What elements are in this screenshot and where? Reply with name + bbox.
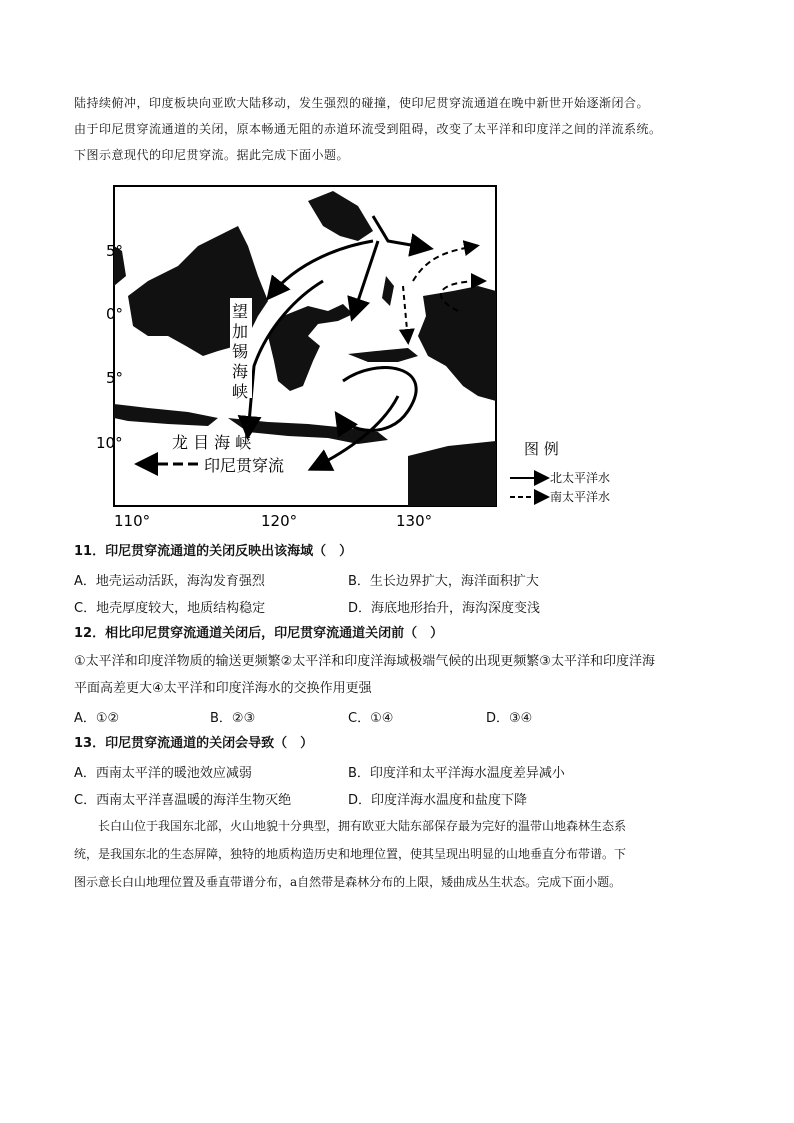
q11-option-d[interactable]: D．海底地形抬升，海沟深度变浅: [348, 601, 541, 616]
legend-south-pacific: 南太平洋水: [550, 490, 611, 504]
strait-char-3: 锡: [232, 342, 249, 361]
lon-label-130: 130°: [396, 512, 433, 530]
lat-label-5s: 5°: [106, 369, 124, 387]
lat-label-0: 0°: [106, 305, 124, 323]
q12-option-c[interactable]: C．①④: [348, 711, 394, 726]
q13-option-d[interactable]: D．印度洋海水温度和盐度下降: [348, 793, 528, 808]
lon-label-110: 110°: [114, 512, 151, 530]
q11-option-c[interactable]: C．地壳厚度较大，地质结构稳定: [74, 601, 266, 616]
lombok-strait-label: 龙 目 海 峡: [172, 433, 252, 452]
itf-label: 印尼贯穿流: [204, 456, 285, 475]
para2-line-2: 统，是我国东北的生态屏障，独特的地质构造历史和地理位置，使其呈现出明显的山地垂直分布带谱。下: [74, 847, 627, 861]
q11-stem: 11．印尼贯穿流通道的关闭反映出该海域（ ）: [74, 544, 353, 559]
intro-line-3: 下图示意现代的印尼贯穿流。据此完成下面小题。: [74, 148, 350, 162]
strait-char-5: 峡: [232, 382, 249, 401]
q11-option-b[interactable]: B．生长边界扩大，海洋面积扩大: [348, 574, 539, 589]
q13-option-b[interactable]: B．印度洋和太平洋海水温度差异减小: [348, 766, 565, 781]
q12-option-d[interactable]: D．③④: [486, 711, 533, 726]
legend-north-pacific: 北太平洋水: [550, 471, 611, 485]
q13-option-c[interactable]: C．西南太平洋喜温暖的海洋生物灭绝: [74, 793, 292, 808]
lat-label-5n: 5°: [106, 242, 124, 260]
intro-line-2: 由于印尼贯穿流通道的关闭，原本畅通无阻的赤道环流受到阻碍，改变了太平洋和印度洋之间的洋流系统。: [74, 122, 662, 136]
q11-option-a[interactable]: A．地壳运动活跃，海沟发育强烈: [74, 574, 265, 589]
q12-option-a[interactable]: A．①②: [74, 711, 120, 726]
strait-char-2: 加: [232, 322, 249, 341]
para2-line-3: 图示意长白山地理位置及垂直带谱分布，a自然带是森林分布的上限，矮曲成丛生状态。完成下面小题。: [74, 875, 622, 889]
intro-paragraph: [74, 90, 734, 168]
strait-char-4: 海: [232, 362, 249, 381]
q12-statement-line-2: 平面高差更大④太平洋和印度洋海水的交换作用更强: [74, 681, 372, 696]
legend-title: 图 例: [524, 440, 559, 458]
q12-stem: 12．相比印尼贯穿流通道关闭后，印尼贯穿流通道关闭前（ ）: [74, 626, 444, 641]
q12-statements: [74, 648, 734, 702]
para2-line-1: 长白山位于我国东北部，火山地貌十分典型，拥有欧亚大陆东部保存最为完好的温带山地森林生态系: [98, 819, 627, 833]
q12-statement-line-1: ①太平洋和印度洋物质的输送更频繁②太平洋和印度洋海域极端气候的出现更频繁③太平洋和印度洋海: [74, 654, 655, 669]
q13-stem: 13．印尼贯穿流通道的关闭会导致（ ）: [74, 736, 314, 751]
q13-option-a[interactable]: A．西南太平洋的暖池效应减弱: [74, 766, 252, 781]
changbai-paragraph: [74, 812, 724, 896]
intro-line-1: 陆持续俯冲，印度板块向亚欧大陆移动，发生强烈的碰撞，使印尼贯穿流通道在晚中新世开始逐渐闭合。: [74, 96, 650, 110]
q12-option-b[interactable]: B．②③: [210, 711, 256, 726]
itf-map-svg: [96, 186, 638, 530]
itf-map-figure: [96, 186, 638, 530]
strait-char-1: 望: [232, 302, 249, 321]
lat-label-10s: 10°: [96, 434, 123, 452]
lon-label-120: 120°: [261, 512, 298, 530]
